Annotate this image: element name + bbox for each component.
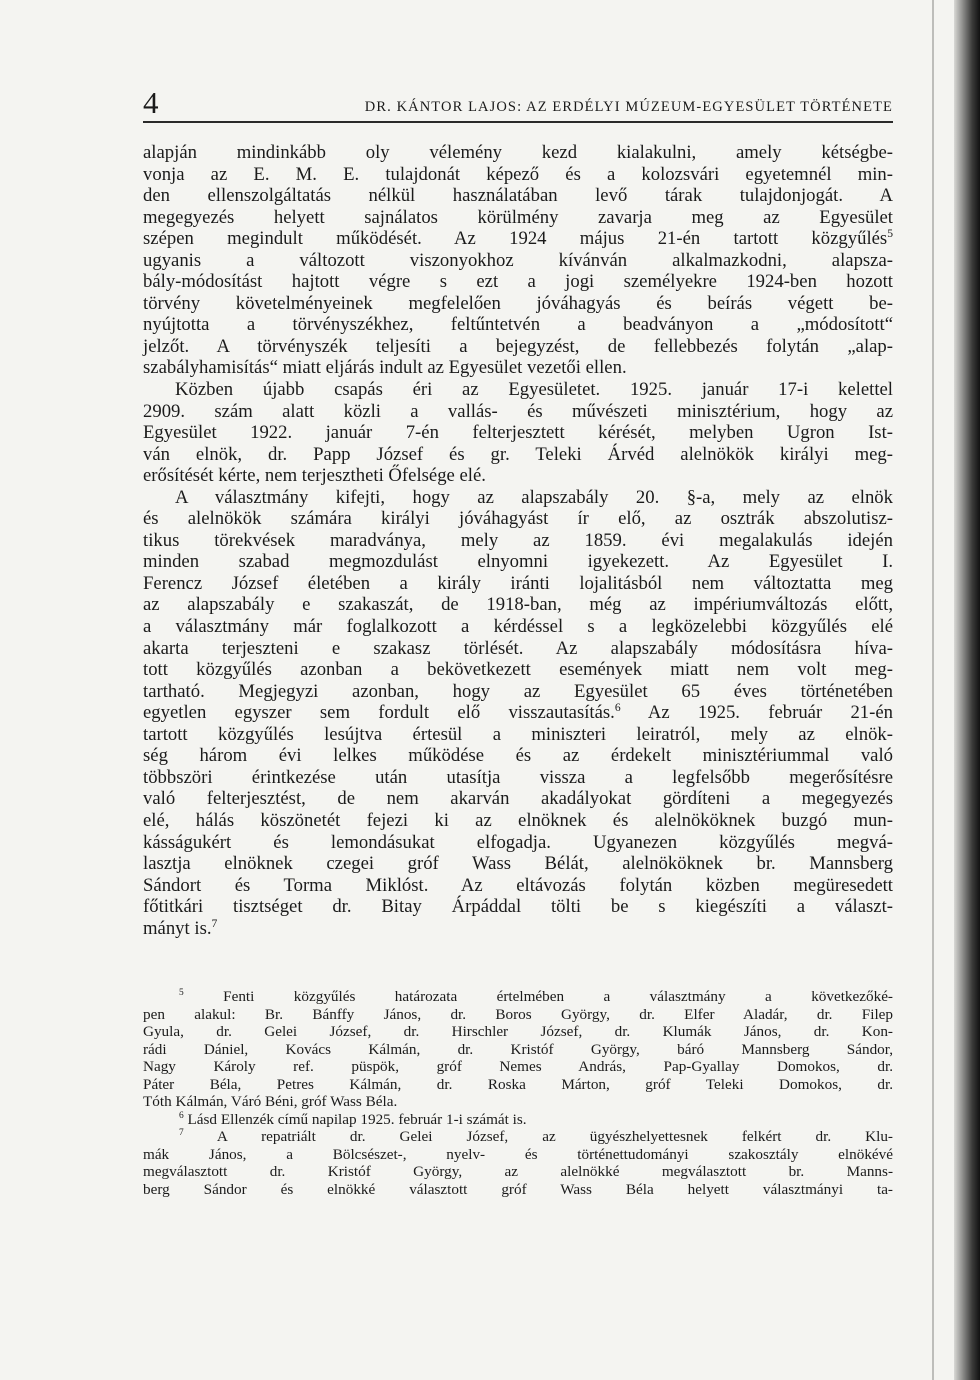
text-line: többszöri érintkezése után utasítja vissza a legfelsőbb megerősítésre	[143, 766, 893, 788]
footnote-marker: 7	[179, 1127, 184, 1138]
text-line: tartható. Megjegyzi azonban, hogy az Egyesület 65 éves történetében	[143, 680, 893, 702]
header-rule	[143, 121, 893, 123]
text-line: tott közgyűlés azonban a bekövetkezett események miatt nem volt meg-	[143, 659, 893, 681]
footnote-ref: 5	[887, 226, 893, 240]
footnote-line: Tóth Kálmán, Váró Béni, gróf Wass Béla.	[143, 1093, 398, 1110]
page-edge-shadow	[954, 0, 980, 1380]
text-line: lasztja elnöknek czegei gróf Wass Bélát, alelnököknek br. Mannsberg	[143, 853, 893, 875]
footnote-line: Nagy Károly ref. püspök, gróf Nemes András, Pap-Gyallay Domokos, dr.	[143, 1058, 893, 1075]
body-text	[143, 142, 893, 939]
footnote-line: Páter Béla, Petres Kálmán, dr. Roska Márton, gróf Teleki Domokos, dr.	[143, 1075, 893, 1093]
text-line: nyújtotta a törvényszékhez, feltűntetvén a beadványon a „módosított“	[143, 314, 893, 336]
footnote-line: megválasztott dr. Kristóf György, az alelnökké megválasztott br. Manns-	[143, 1163, 893, 1180]
text-line: a választmány már foglalkozott a kérdéssel s a legközelebbi közgyűlés elé	[143, 616, 893, 638]
text-line: A választmány kifejti, hogy az alapszabály 20. §-a, mely az elnök	[175, 486, 893, 508]
text-line: való felterjesztést, de nem akarván akadályokat gördíteni a megegyezés	[143, 788, 893, 810]
text-line-content: szépen megindult működését. Az 1924 május 21-én tartott közgyűlés	[143, 228, 888, 250]
text-line: alapján mindinkább oly vélemény kezd kialakulni, amely kétségbe-	[143, 142, 893, 163]
text-line: törvény követelményeinek megfelelően jóváhagyás és beírás végett be-	[143, 292, 893, 314]
text-line: Közben újabb csapás éri az Egyesületet. 1925. január 17-i kelettel	[175, 379, 893, 401]
footnote-line	[143, 1128, 893, 1146]
footnote-line	[143, 1111, 893, 1129]
text-line: kásságukért és lemondásukat elfogadja. Ugyanezen közgyűlés megvá-	[143, 831, 893, 853]
footnote-line-content: Fenti közgyűlés határozata értelmében a választmány a következőké-	[223, 988, 893, 1005]
footnote-line: mák János, a Bölcsészet-, nyelv- és történettudományi szakosztály elnökévé	[143, 1145, 893, 1163]
page-number: 4	[143, 85, 159, 120]
text-line: erősítését kérte, nem terjesztheti Őfelsége elé.	[143, 465, 486, 487]
text-line: ség három évi lelkes működése és az érdekelt minisztériummal való	[143, 745, 893, 767]
footnote-marker: 6	[179, 1110, 184, 1121]
text-line-content: mányt is.	[143, 917, 212, 939]
text-line: 2909. szám alatt közli a vallás- és művészeti minisztérium, hogy az	[143, 400, 893, 422]
text-line: ugyanis a változott viszonyokhoz kívánván alkalmazkodni, alapsza-	[143, 249, 893, 271]
text-line: az alapszabály e szakaszát, de 1918-ban, még az impériumváltozás előtt,	[143, 594, 893, 616]
footnote-ref: 7	[211, 916, 218, 930]
text-line: Ferencz József életében a király iránti lojalitásból nem változtatta meg	[143, 572, 893, 594]
text-line: Sándort és Torma Miklóst. Az eltávozás folytán közben megüresedett	[143, 874, 893, 896]
footnote-line: pen alakul: Br. Bánffy János, dr. Boros György, dr. Elfer Aladár, dr. Filep	[143, 1005, 893, 1023]
text-line: bály-módosítást hajtott végre s ezt a jogi személyekre 1924-ben hozott	[143, 271, 893, 293]
text-line: den ellenszolgáltatás nélkül használatában levő tárak tulajdonjogát. A	[143, 185, 893, 207]
text-line: szabályhamisítás“ miatt eljárás indult az Egyesület vezetői ellen.	[143, 357, 627, 379]
text-line: vonja az E. M. E. tulajdonát képező és a kolozsvári egyetemnél min-	[143, 163, 893, 185]
text-line	[143, 228, 893, 250]
page-edge-line	[932, 0, 934, 1380]
footnote-line: berg Sándor és elnökké választott gróf Wass Béla helyett választmányi ta-	[143, 1180, 893, 1198]
text-line	[143, 702, 893, 724]
footnote-marker: 5	[179, 987, 184, 998]
text-line: minden szabad megmozdulást elnyomni igyekezett. Az Egyesület I.	[143, 551, 893, 573]
text-line: jelzőt. A törvényszék teljesíti a bejegyzést, de fellebbezés folytán „alap-	[143, 335, 893, 357]
text-line: Egyesület 1922. január 7-én felterjesztett kérését, melyben Ugron Ist-	[143, 422, 893, 444]
text-line: akarta terjeszteni e szakasz törlését. Az alapszabály módosításra híva-	[143, 637, 893, 659]
text-line: és alelnökök számára királyi jóváhagyást ír elő, az osztrák abszolutisz-	[143, 508, 893, 530]
text-line: tikus törekvések maradványa, mely az 1859. évi megalakulás idején	[143, 529, 893, 551]
footnote-line-content: A repatriált dr. Gelei József, az ügyészhelyettesnek felkért dr. Klu-	[216, 1128, 893, 1145]
text-line-content: egyetlen egyszer sem fordult elő visszautasítás.	[143, 702, 615, 724]
footnote-line-content: Lásd Ellenzék című napilap 1925. február 1-i számát is.	[187, 1110, 527, 1128]
footnotes	[143, 988, 893, 1198]
running-title: DR. KÁNTOR LAJOS: AZ ERDÉLYI MÚZEUM-EGYESÜLET TÖRTÉNETE	[364, 99, 893, 115]
text-line: elé, hálás köszönetét fejezi ki az elnöknek és alelnököknek buzgó mun-	[143, 809, 893, 831]
footnote-line: Gyula, dr. Gelei József, dr. Hirschler József, dr. Klumák János, dr. Kon-	[143, 1023, 893, 1040]
text-line: főtitkári tisztséget dr. Bitay Árpáddal tölti be s kiegészíti a választ-	[143, 896, 893, 918]
footnote-line	[143, 988, 893, 1006]
footnote-ref: 6	[614, 700, 621, 714]
text-line	[143, 918, 893, 940]
page-header	[143, 86, 893, 122]
text-line-content: Az 1925. február 21-én	[620, 702, 893, 724]
text-line: megegyezés helyett sajnálatos körülmény zavarja meg az Egyesület	[143, 206, 893, 228]
text-line: ván elnök, dr. Papp József és gr. Teleki Árvéd alelnökök királyi meg-	[143, 443, 893, 465]
footnote-line: rádi Dániel, Kovács Kálmán, dr. Kristóf György, báró Mannsberg Sándor,	[143, 1040, 893, 1058]
text-line: tartott közgyűlés lesújtva értesül a miniszteri leiratról, mely az elnök-	[143, 723, 893, 745]
